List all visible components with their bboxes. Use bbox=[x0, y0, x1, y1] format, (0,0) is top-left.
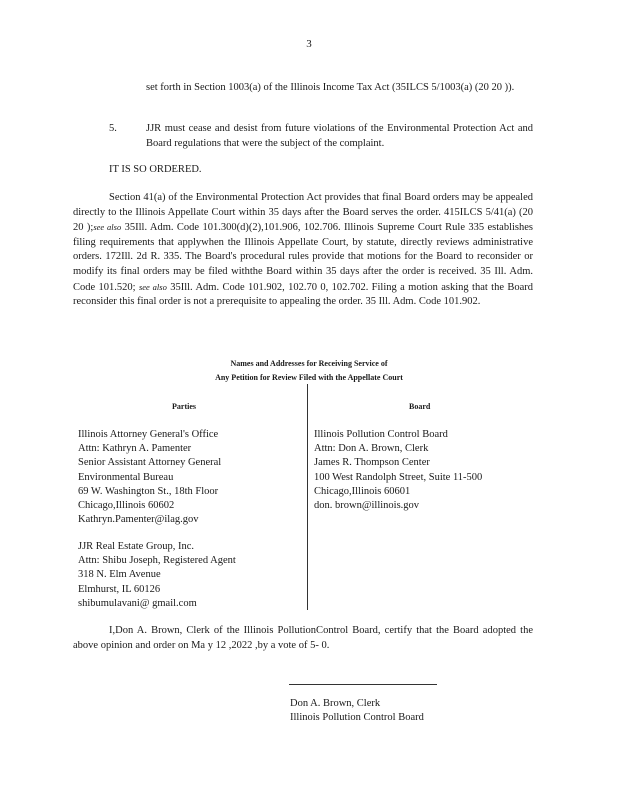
parties-column-label: Parties bbox=[172, 402, 196, 411]
signature-org: Illinois Pollution Control Board bbox=[290, 712, 424, 724]
address-line: JJR Real Estate Group, Inc. bbox=[78, 541, 195, 552]
address-line: Attn: Kathryn A. Pamenter bbox=[78, 443, 192, 455]
order-item-continuation: set forth in Section 1003(a) of the Illinois Income Tax Act (35ILCS 5/1003(a) (20 20 )). bbox=[146, 82, 515, 93]
appeal-text-part1: Section 41(a) of the Environmental Protection Act provides that final Board orders may be appealed directly to the Illinois Appellate Court within 35 days after the Board serves the order. 415ILCS 5/41(a) (20 20 ); bbox=[73, 192, 533, 234]
appeal-text-part3: 35Ill. Adm. Code 101.902, 102.70 0, 102.702. Filing a motion asking that the Board reconsider this final order is not a prerequisite to appealing the order. 35 Ill. Adm. Code 101.902. bbox=[73, 281, 534, 308]
appeal-text-part2: 35Ill. Adm. Code 101.300(d)(2),101.906, 102.706. Illinois Supreme Court Rule 335 establishes filing requirements that applywhen the Illinois Appellate Court, by statute, directly reviews administrative orders. 172Ill. 2d R. 335. The Board's procedural rules provide that motions for the Board to reconsider or modify its final orders may be filed withthe Board within 35 days after the order is received. 35 Ill. Adm. Code 101.520; bbox=[73, 222, 533, 293]
board-address bbox=[314, 428, 482, 513]
address-line: Elmhurst, IL 60126 bbox=[78, 583, 161, 595]
page-number: 3 bbox=[306, 38, 312, 50]
address-line: James R. Thompson Center bbox=[314, 457, 430, 469]
see-also-1: see also bbox=[93, 222, 122, 233]
address-email: shibumulavani@ gmail.com bbox=[78, 597, 197, 609]
party-address-attorney-general bbox=[78, 428, 221, 527]
address-line: 318 N. Elm Avenue bbox=[78, 569, 161, 581]
address-email: don. brown@illinois.gov bbox=[314, 500, 420, 512]
clerk-certification: I,Don A. Brown, Clerk of the Illinois PollutionControl Board, certify that the Board adopted the above opinion and order on Ma y 12 ,2022 ,by a vote of 5- 0. bbox=[73, 625, 533, 651]
order-item-text: JJR must cease and desist from future violations of the Environmental Protection Act and Board regulations that were the subject of the complaint. bbox=[146, 123, 533, 149]
party-address-jjr bbox=[78, 540, 236, 611]
address-line: Illinois Pollution Control Board bbox=[314, 429, 448, 440]
appeal-paragraph bbox=[73, 191, 533, 310]
so-ordered-line: IT IS SO ORDERED. bbox=[109, 164, 202, 175]
address-line: Attn: Shibu Joseph, Registered Agent bbox=[78, 555, 236, 567]
address-line: Attn: Don A. Brown, Clerk bbox=[314, 443, 429, 455]
board-column-label: Board bbox=[409, 402, 431, 411]
address-email: Kathryn.Pamenter@ilag.gov bbox=[78, 514, 199, 526]
service-table-header-line1: Names and Addresses for Receiving Service of bbox=[230, 359, 388, 368]
address-line: Senior Assistant Attorney General bbox=[78, 457, 222, 469]
signature-name: Don A. Brown, Clerk bbox=[290, 698, 381, 709]
signature-block bbox=[290, 697, 424, 725]
signature-line bbox=[289, 684, 437, 685]
service-table-header-line2: Any Petition for Review Filed with the Appellate Court bbox=[215, 373, 403, 382]
address-line: 100 West Randolph Street, Suite 11-500 bbox=[314, 471, 483, 483]
order-item-number: 5. bbox=[109, 123, 117, 134]
address-line: Chicago,Illinois 60601 bbox=[314, 485, 411, 497]
address-line: Environmental Bureau bbox=[78, 471, 174, 483]
address-line: Chicago,Illinois 60602 bbox=[78, 500, 175, 512]
see-also-2: see also bbox=[138, 281, 167, 292]
address-line: 69 W. Washington St., 18th Floor bbox=[78, 485, 219, 497]
column-divider bbox=[307, 384, 308, 610]
address-line: Illinois Attorney General's Office bbox=[78, 429, 219, 440]
